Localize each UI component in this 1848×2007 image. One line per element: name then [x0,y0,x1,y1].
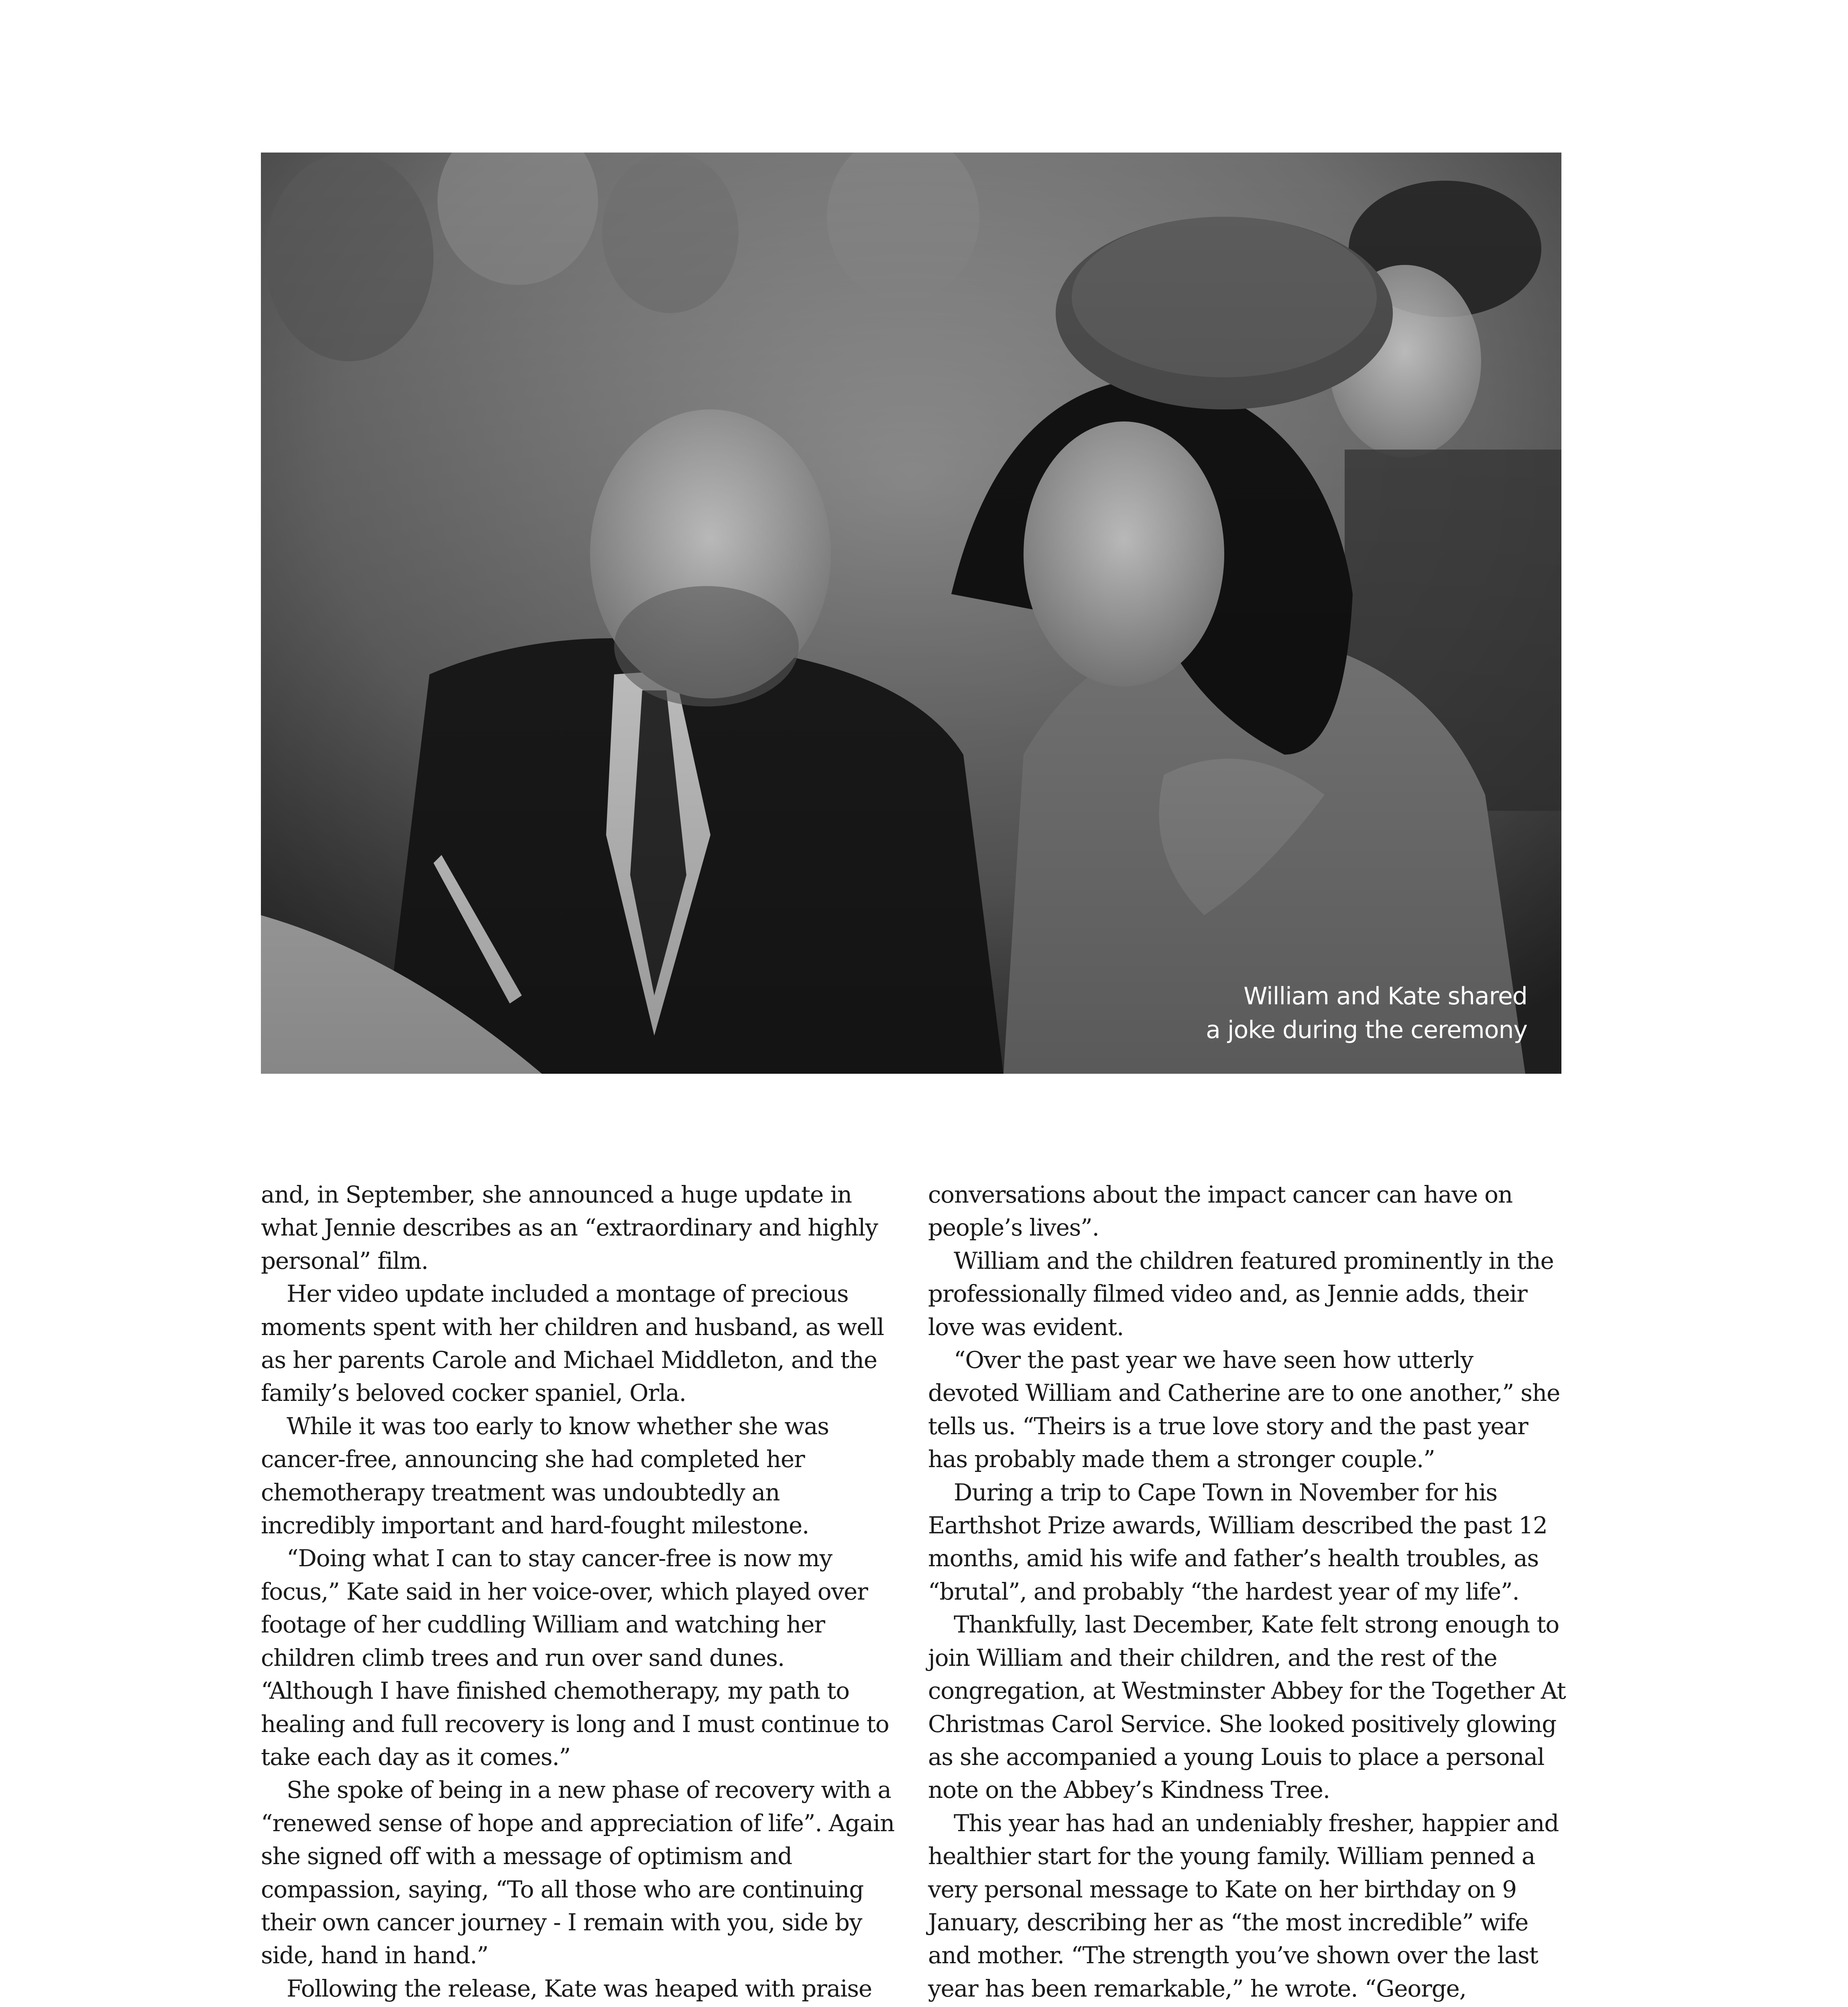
paragraph: William and the children featured prominently in the professionally filmed video and, as Jennie adds, their love was evident. [928,1247,1554,1341]
paragraph: Thankfully, last December, Kate felt strong enough to join William and their children, and the rest of the congregation, at Westminster Abbey for the Together At Christmas Carol Service. She looked positively glowing as she accompanied a young Louis to place a personal note on the Abbey’s Kindness Tree. [928,1611,1566,1804]
paragraph: “Doing what I can to stay cancer-free is now my focus,” Kate said in her voice-over, which played over footage of her cuddling William and watching her children climb trees and run over sand dunes. “Although I have finished chemotherapy, my path to healing and full recovery is long and I must continue to take each day as it comes.” [261,1545,889,1771]
paragraph: Her video update included a montage of precious moments spent with her children and husband, as well as her parents Carole and Michael Middleton, and the family’s beloved cocker spaniel, Orla. [261,1280,884,1407]
photo-caption [1206,979,1527,1047]
paragraph: She spoke of being in a new phase of recovery with a “renewed sense of hope and appreciation of life”. Again she signed off with a message of optimism and compassion, saying, “To all those who are continuing their own cancer journey - I remain with you, side by side, hand in hand.” [261,1776,895,1969]
photo-illustration [261,153,1561,1074]
feature-photo [261,153,1561,1074]
paragraph: While it was too early to know whether she was cancer-free, announcing she had completed her chemotherapy treatment was undoubtedly an incredibly important and hard-fought milestone. [261,1412,829,1539]
paragraph: This year has had an undeniably fresher, happier and healthier start for the young family. William penned a very personal message to Kate on her birthday on 9 January, describing her as “the most incredible” wife and mother. “The strength you’ve shown over the last year has been remarkable,” he wrote. “George, [928,1809,1559,2002]
article-column-right [928,1178,1566,2007]
article-column-left [261,1178,899,2007]
caption-line: a joke during the ceremony [1206,1016,1527,1044]
paragraph: and, in September, she announced a huge update in what Jennie describes as an “extraordinary and highly personal” film. [261,1181,878,1274]
paragraph: “Over the past year we have seen how utterly devoted William and Catherine are to one another,” she tells us. “Theirs is a true love story and the past year has probably made them a stronger couple.” [928,1346,1560,1473]
paragraph: During a trip to Cape Town in November for his Earthshot Prize awards, William described the past 12 months, amid his wife and father’s health troubles, as “brutal”, and probably “the hardest year of my life”. [928,1478,1547,1605]
paragraph: conversations about the impact cancer can have on people’s lives”. [928,1181,1513,1242]
paragraph: Following the release, Kate was heaped with praise [287,1974,872,2002]
caption-line: William and Kate shared [1244,982,1527,1010]
